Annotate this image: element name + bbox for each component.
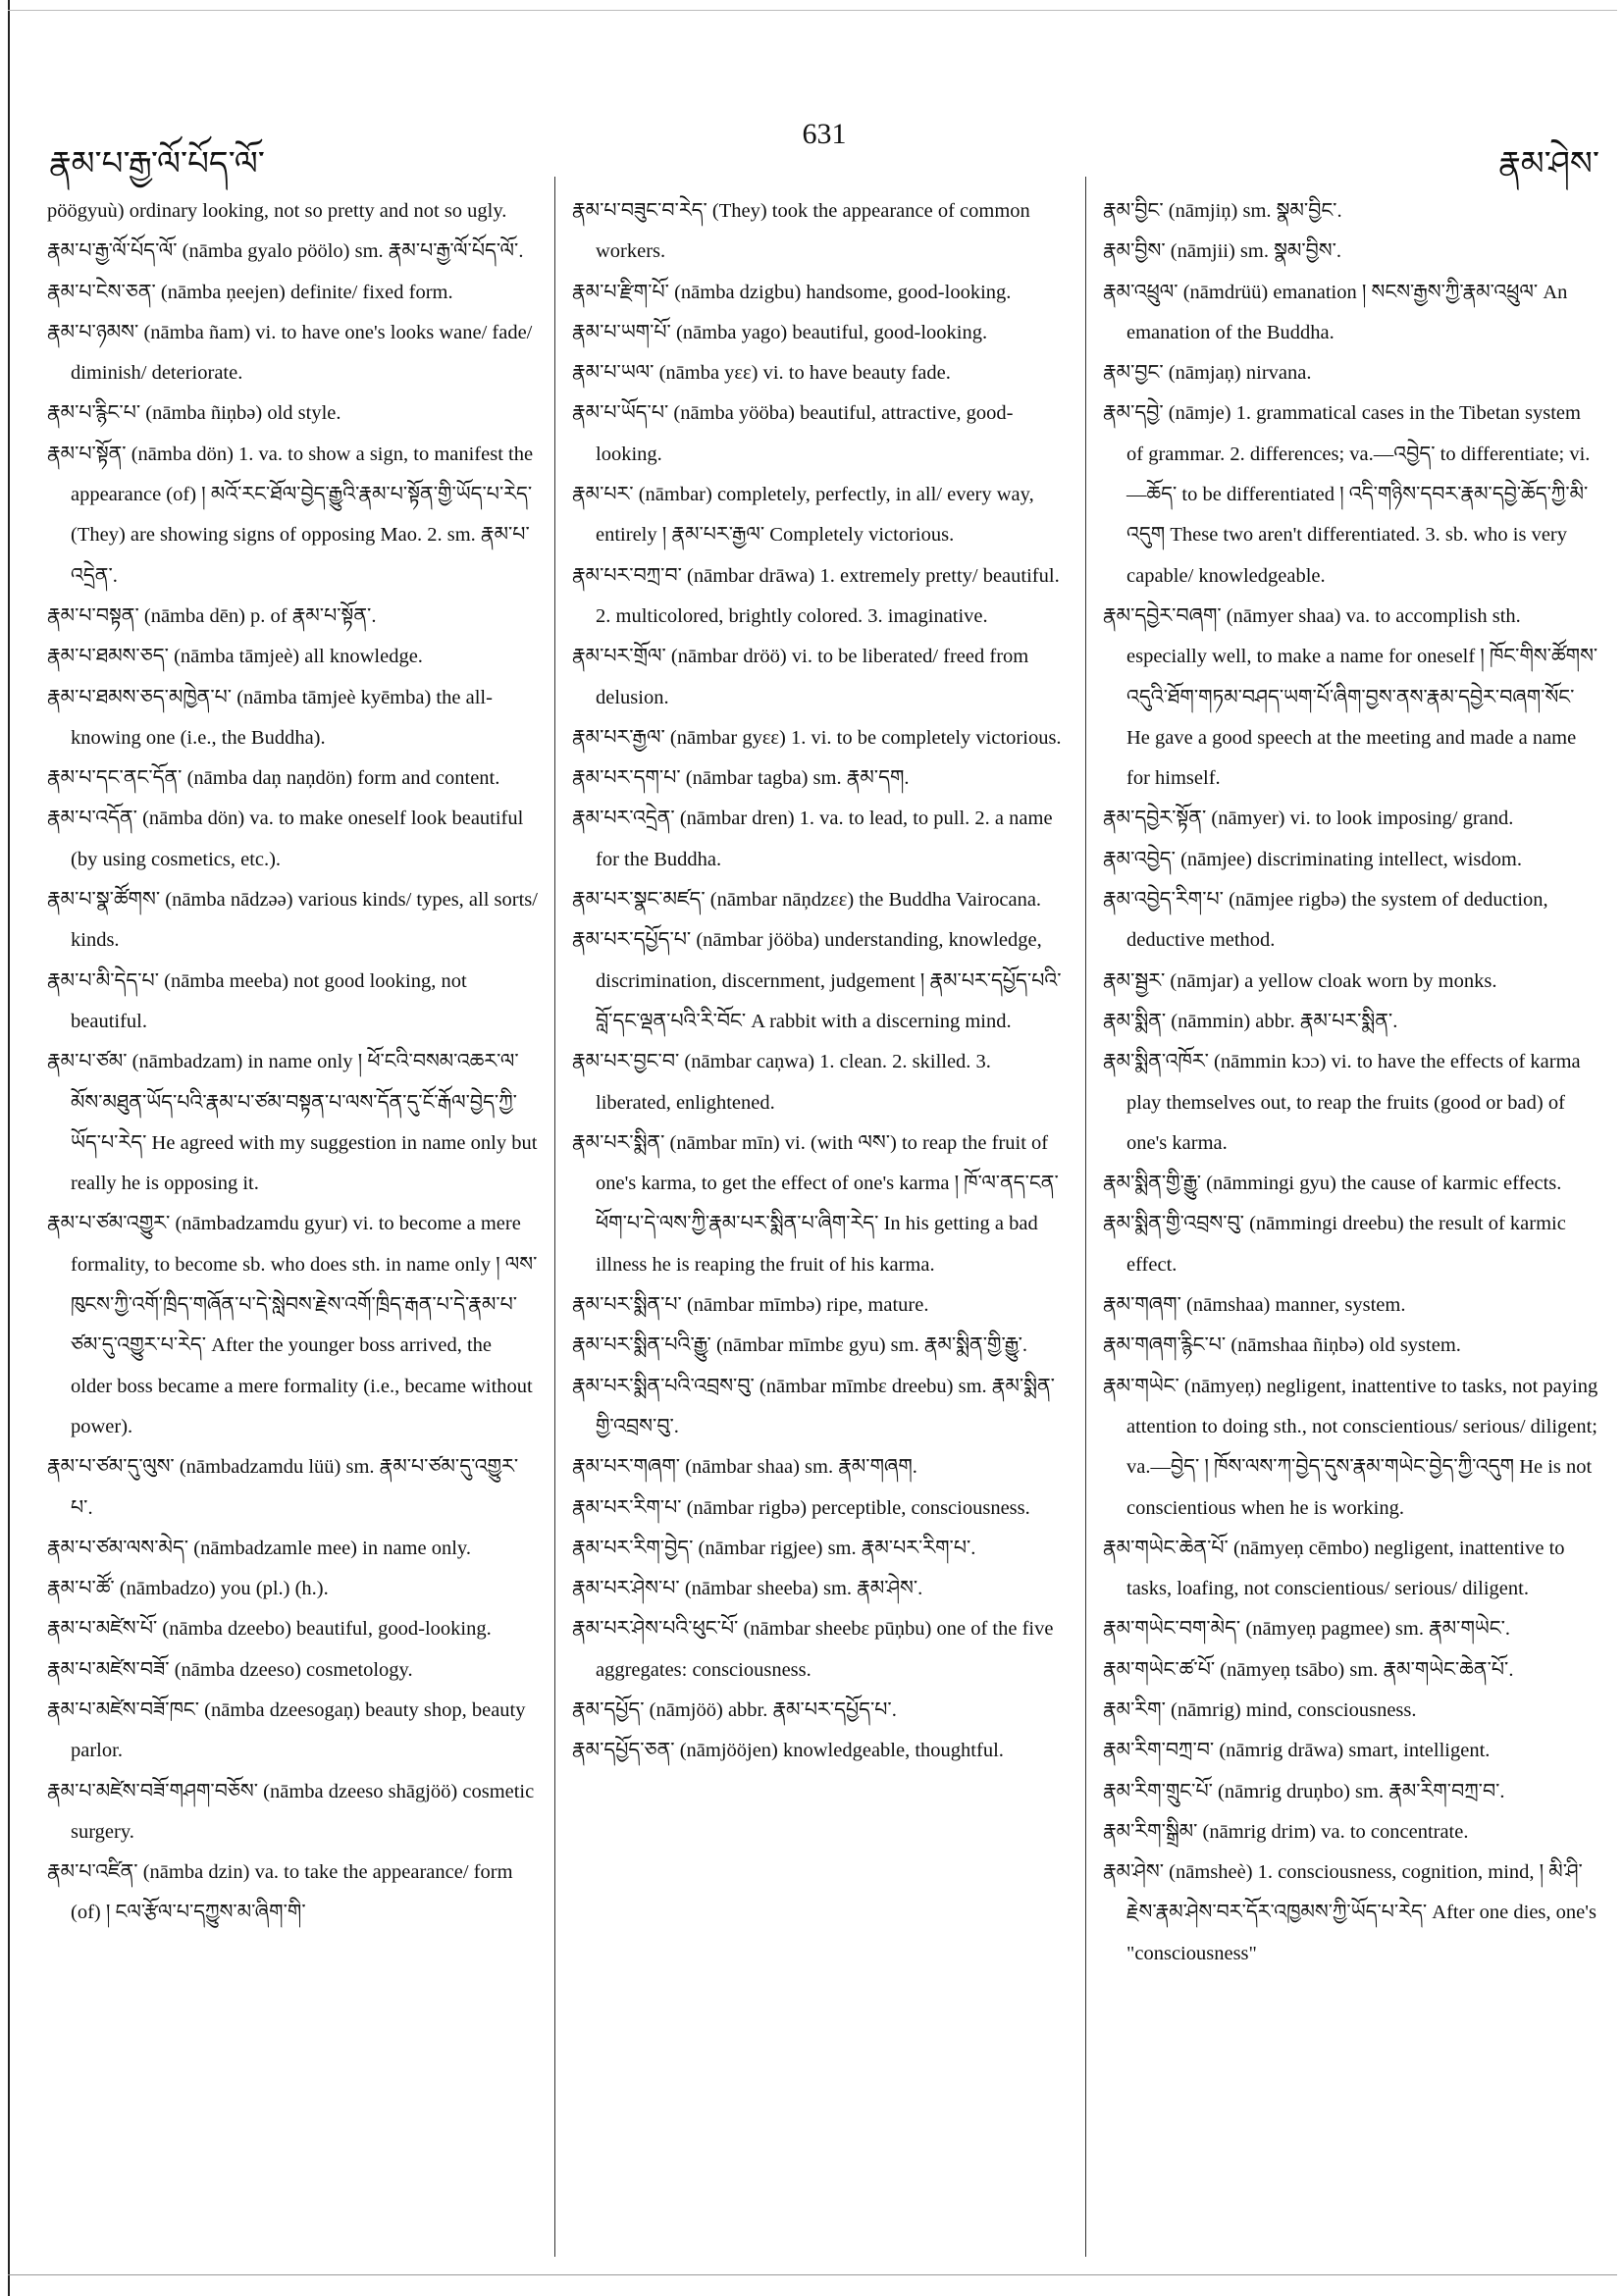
dictionary-entry: རྣམ་པར་སྣང་མཛད་ (nāmbar nāņdzεε) the Buddha Vairocana. xyxy=(572,889,1042,912)
page-edge-rule xyxy=(8,0,10,2296)
right-guide-word: རྣམ་ཤེས་ xyxy=(1498,146,1599,183)
dictionary-entry: རྣམ་པ་མཛེས་བཟོ་ (nāmba dzeeso) cosmetology. xyxy=(47,1658,413,1681)
dictionary-entry: རྣམ་པ་རྫིག་པོ་ (nāmba dzigbu) handsome, good-looking. xyxy=(572,281,1012,303)
dictionary-entry: རྣམ་པར་ (nāmbar) completely, perfectly, in all/ every way, entirely ། རྣམ་པར་རྒྱལ་ Completely victorious. xyxy=(572,484,1034,547)
dictionary-entry: རྣམ་པར་རྒྱལ་ (nāmbar gyεε) 1. vi. to be completely victorious. xyxy=(572,726,1062,749)
dictionary-entry: རྣམ་པ་ཙམ་འགྱུར་ (nāmbadzamdu gyur) vi. to become a mere formality, to become sb. who does sth. in name only ། ལས་ཁུངས་ཀྱི་འགོ་ཁྲིད་གཞོན་པ་དེ་སླེབས་རྗེས་འགོ་ཁྲིད་རྒན་པ་དེ་རྣམ་པ་ཙམ་དུ་འགྱུར་པ་རེད་ After the younger boss arrived, the older boss became a mere formality (i.e., became without power). xyxy=(47,1213,538,1437)
dictionary-entry: རྣམ་གཡེང་ (nāmyeņ) negligent, inattentive to tasks, not paying attention to doing sth., not conscientious/ serious/ diligent; va.—བྱེད་ ། ཁོས་ལས་ཀ་བྱེད་དུས་རྣམ་གཡེང་བྱེད་ཀྱི་འདུག He is not conscientious when he is working. xyxy=(1103,1375,1598,1519)
dictionary-entry: རྣམ་པར་གཞག་ (nāmbar shaa) sm. རྣམ་གཞག. xyxy=(572,1456,917,1479)
dictionary-entry: རྣམ་པར་དཔྱོད་པ་ (nāmbar jööba) understanding, knowledge, discrimination, discernment, judgement ། རྣམ་པར་དཔྱོད་པའི་བློ་དང་ལྡན་པའི་རི་བོང་ A rabbit with a discerning mind. xyxy=(572,929,1062,1032)
dictionary-entry: རྣམ་སྨིན་གྱི་རྒྱུ་ (nāmmingi gyu) the cause of karmic effects. xyxy=(1103,1173,1562,1195)
dictionary-entry: རྣམ་པ་ཡག་པོ་ (nāmba yago) beautiful, good-looking. xyxy=(572,321,988,343)
dictionary-entry: རྣམ་སྨིན་འཁོར་ (nāmmin kɔɔ) vi. to have the effects of karma play themselves out, to reap the fruits (good or bad) of one's karma. xyxy=(1103,1051,1581,1154)
dictionary-entry: རྣམ་དབྱེར་བཞག་ (nāmyer shaa) va. to accomplish sth. especially well, to make a name for oneself ། ཁོང་གིས་ཚོགས་འདུའི་ཐོག་གཏམ་བཤད་ཡག་པོ་ཞིག་བྱས་ནས་རྣམ་དབྱེར་བཞག་སོང་ He gave a good speech at the meeting and made a name for himself. xyxy=(1103,604,1598,790)
dictionary-entry: རྣམ་པ་སྣ་ཚོགས་ (nāmba nādzəə) various kinds/ types, all sorts/ kinds. xyxy=(47,889,538,952)
dictionary-entry: རྣམ་རིག་གྲུང་པོ་ (nāmrig druņbo) sm. རྣམ་རིག་བཀྲ་བ་. xyxy=(1103,1780,1505,1802)
dictionary-entry: རྣམ་བྱང་ (nāmjaņ) nirvana. xyxy=(1103,362,1312,385)
dictionary-entry: རྣམ་དཔྱོད་ (nāmjöö) abbr. རྣམ་པར་དཔྱོད་པ་. xyxy=(572,1698,897,1721)
dictionary-entry: རྣམ་པ་ཐམས་ཅད་ (nāmba tāmjeè) all knowledge. xyxy=(47,646,423,668)
dictionary-entry: རྣམ་པ་རྙིང་པ་ (nāmba ñiņbə) old style. xyxy=(47,402,341,425)
dictionary-entry: རྣམ་པ་ཡོད་པ་ (nāmba yööba) beautiful, attractive, good-looking. xyxy=(572,402,1014,465)
dictionary-entry: རྣམ་པ་མཛེས་བཟོ་གཤག་བཅོས་ (nāmba dzeeso shāgjöö) cosmetic surgery. xyxy=(47,1780,535,1843)
dictionary-entry: རྣམ་པར་བྱང་བ་ (nāmbar caņwa) 1. clean. 2. skilled. 3. liberated, enlightened. xyxy=(572,1051,991,1114)
dictionary-entry: རྣམ་པ་ཐམས་ཅད་མཁྱེན་པ་ (nāmba tāmjeè kyēmba) the all-knowing one (i.e., the Buddha). xyxy=(47,686,493,749)
dictionary-entry: རྣམ་པར་བཀྲ་བ་ (nāmbar drāwa) 1. extremely pretty/ beautiful. 2. multicolored, brightly colored. 3. imaginative. xyxy=(572,564,1060,627)
dictionary-entry: རྣམ་པར་རིག་བྱེད་ (nāmbar rigjee) sm. རྣམ་པར་རིག་པ་. xyxy=(572,1537,976,1559)
dictionary-entry: རྣམ་ཤེས་ (nāmsheè) 1. consciousness, cognition, mind, ། མི་ཤི་རྗེས་རྣམ་ཤེས་བར་དོར་འཁྱམས་ཀྱི་ཡོད་པ་རེད་ After one dies, one's "consciousness" xyxy=(1103,1861,1597,1964)
dictionary-entry: རྣམ་པར་འདྲེན་ (nāmbar dren) 1. va. to lead, to pull. 2. a name for the Buddha. xyxy=(572,808,1053,870)
dictionary-entry: རྣམ་བྱིས་ (nāmjii) sm. སྣམ་བྱིས་. xyxy=(1103,240,1342,263)
dictionary-entry: རྣམ་དབྱེར་སྟོན་ (nāmyer) vi. to look imposing/ grand. xyxy=(1103,808,1514,830)
column-divider-1 xyxy=(554,177,555,2257)
dictionary-entry: རྣམ་པར་སྨིན་པ་ (nāmbar mīmbə) ripe, mature. xyxy=(572,1294,929,1317)
dictionary-entry: རྣམ་འབྱེད་རིག་པ་ (nāmjee rigbə) the system of deduction, deductive method. xyxy=(1103,889,1548,952)
dictionary-entry: རྣམ་སྦྱར་ (nāmjar) a yellow cloak worn by monks. xyxy=(1103,969,1497,992)
dictionary-entry: རྣམ་སྨིན་ (nāmmin) abbr. རྣམ་པར་སྨིན་. xyxy=(1103,1010,1398,1032)
dictionary-entry: རྣམ་པ་རྒྱ་ལོ་པོད་ལོ་ (nāmba gyalo pöölo) sm. རྣམ་པ་རྒྱ་ལོ་པོད་ལོ་. xyxy=(47,240,524,263)
dictionary-entry: རྣམ་གཡེང་ཆེན་པོ་ (nāmyeņ cēmbo) negligent, inattentive to tasks, loafing, not conscientious/ serious/ diligent. xyxy=(1103,1537,1565,1600)
left-guide-word: རྣམ་པ་རྒྱ་ལོ་པོད་ལོ་ xyxy=(49,146,265,183)
dictionary-entry: རྣམ་པ་དང་ནང་དོན་ (nāmba daņ naņdön) form and content. xyxy=(47,767,500,790)
dictionary-entry: རྣམ་པར་སྨིན་ (nāmbar mīn) vi. (with ལས་) to reap the fruit of one's karma, to get the effect of one's karma ། ཁོ་ལ་ནད་ངན་ཕོག་པ་དེ་ལས་ཀྱི་རྣམ་པར་སྨིན་པ་ཞིག་རེད་ In his getting a bad illness he is reaping the fruit of his karma. xyxy=(572,1131,1059,1276)
dictionary-entry: རྣམ་རིག་སྒྲིམ་ (nāmrig drim) va. to concentrate. xyxy=(1103,1820,1469,1843)
dictionary-entry: རྣམ་སྨིན་གྱི་འབྲས་བུ་ (nāmmingi dreebu) the result of karmic effect. xyxy=(1103,1213,1566,1276)
dictionary-entry: རྣམ་པ་མཛེས་བཟོ་ཁང་ (nāmba dzeesogaņ) beauty shop, beauty parlor. xyxy=(47,1698,526,1762)
dictionary-entry: རྣམ་པ་ཙམ་དུ་ལུས་ (nāmbadzamdu lüü) sm. རྣམ་པ་ཙམ་དུ་འགྱུར་པ་. xyxy=(47,1456,519,1519)
dictionary-entry: རྣམ་འབྱེད་ (nāmjee) discriminating intellect, wisdom. xyxy=(1103,848,1522,870)
dictionary-entry: རྣམ་གཡེང་ཚ་པོ་ (nāmyeņ tsābo) sm. རྣམ་གཡེང་ཆེན་པོ་. xyxy=(1103,1658,1514,1681)
dictionary-column-3 xyxy=(1103,191,1598,1974)
column-divider-2 xyxy=(1085,177,1086,2257)
dictionary-entry: རྣམ་འཕྲུལ་ (nāmdrüü) emanation ། སངས་རྒྱས་ཀྱི་རྣམ་འཕྲུལ་ An emanation of the Buddha. xyxy=(1103,281,1568,343)
dictionary-entry: རྣམ་པར་དག་པ་ (nāmbar tagba) sm. རྣམ་དག. xyxy=(572,767,910,790)
page-header xyxy=(49,118,1599,186)
dictionary-entry: རྣམ་པ་ཙམ་ལས་མེད་ (nāmbadzamle mee) in name only. xyxy=(47,1537,471,1559)
dictionary-entry: རྣམ་པ་ངེས་ཅན་ (nāmba ņeejen) definite/ fixed form. xyxy=(47,281,453,303)
dictionary-entry: རྣམ་པ་ཙམ་ (nāmbadzam) in name only ། ཕོ་ངའི་བསམ་འཆར་ལ་མོས་མཐུན་ཡོད་པའི་རྣམ་པ་ཙམ་བསྟན་པ་ལས་དོན་དུ་ངོ་རྒོལ་བྱེད་ཀྱི་ཡོད་པ་རེད་ He agreed with my suggestion in name only but really he is opposing it. xyxy=(47,1051,538,1195)
dictionary-entry: རྣམ་པར་སྨིན་པའི་འབྲས་བུ་ (nāmbar mīmbε dreebu) sm. རྣམ་སྨིན་གྱི་འབྲས་བུ་. xyxy=(572,1375,1055,1437)
dictionary-entry: རྣམ་པ་བཟུང་བ་རེད་ (They) took the appearance of common workers. xyxy=(572,200,1030,263)
dictionary-entry: རྣམ་གཞག་ (nāmshaa) manner, system. xyxy=(1103,1294,1406,1317)
dictionary-column-1 xyxy=(47,191,538,1934)
dictionary-entry: རྣམ་པར་སྨིན་པའི་རྒྱུ་ (nāmbar mīmbε gyu) sm. རྣམ་སྨིན་གྱི་རྒྱུ་. xyxy=(572,1334,1027,1357)
dictionary-entry: རྣམ་པར་ཤེས་པའི་ཕུང་པོ་ (nāmbar sheebε pūņbu) one of the five aggregates: consciousness. xyxy=(572,1618,1054,1681)
dictionary-entry: རྣམ་དབྱེ་ (nāmje) 1. grammatical cases in the Tibetan system of grammar. 2. differences; va.—འབྱེད་ to differentiate; vi.—ཆོད་ to be differentiated ། འདི་གཉིས་དབར་རྣམ་དབྱེ་ཆོད་ཀྱི་མི་འདུག These two aren't differentiated. 3. sb. who is very capable/ knowledgeable. xyxy=(1103,402,1591,587)
dictionary-entry: རྣམ་བྱིང་ (nāmjiņ) sm. སྣམ་བྱིང་. xyxy=(1103,200,1342,222)
page-number: 631 xyxy=(802,118,847,150)
dictionary-entry: རྣམ་པ་ཉམས་ (nāmba ñam) vi. to have one's looks wane/ fade/ diminish/ deteriorate. xyxy=(47,321,533,385)
dictionary-entry: རྣམ་གཡེང་བག་མེད་ (nāmyeņ pagmee) sm. རྣམ་གཡེང་. xyxy=(1103,1618,1510,1641)
dictionary-entry: རྣམ་པར་གྲོལ་ (nāmbar dröö) vi. to be liberated/ freed from delusion. xyxy=(572,646,1029,708)
dictionary-entry: རྣམ་པར་རིག་པ་ (nāmbar rigbə) perceptible, consciousness. xyxy=(572,1496,1030,1519)
dictionary-entry: རྣམ་རིག་བཀྲ་བ་ (nāmrig drāwa) smart, intelligent. xyxy=(1103,1740,1491,1762)
dictionary-entry: རྣམ་པ་སྟོན་ (nāmba dön) 1. va. to show a sign, to manifest the appearance (of) ། མའོ་རང་ཐོལ་བྱེད་རྒྱུའི་རྣམ་པ་སྟོན་གྱི་ཡོད་པ་རེད་ (They) are showing signs of opposing Mao. 2. sm. རྣམ་པ་འདྲེན་. xyxy=(47,443,534,587)
dictionary-entry: རྣམ་པ་མཛེས་པོ་ (nāmba dzeebo) beautiful, good-looking. xyxy=(47,1618,492,1641)
dictionary-entry: རྣམ་པར་ཤེས་པ་ (nāmbar sheeba) sm. རྣམ་ཤེས་. xyxy=(572,1578,923,1600)
dictionary-column-2 xyxy=(572,191,1068,1772)
dictionary-entry: རྣམ་པ་ཡལ་ (nāmba yεε) vi. to have beauty fade. xyxy=(572,362,951,385)
dictionary-entry: རྣམ་དཔྱོད་ཅན་ (nāmjööjen) knowledgeable, thoughtful. xyxy=(572,1740,1004,1762)
bottom-edge-rule xyxy=(8,2274,1617,2275)
dictionary-entry: རྣམ་གཞག་རྙིང་པ་ (nāmshaa ñiņbə) old system. xyxy=(1103,1334,1461,1357)
dictionary-entry: རྣམ་པ་མི་དེད་པ་ (nāmba meeba) not good looking, not beautiful. xyxy=(47,969,467,1032)
dictionary-entry: pöögyuù) ordinary looking, not so pretty and not so ugly. xyxy=(47,200,507,222)
dictionary-entry: རྣམ་པ་བསྟན་ (nāmba dēn) p. of རྣམ་པ་སྟོན་. xyxy=(47,604,377,627)
top-edge-rule xyxy=(8,10,1617,11)
dictionary-entry: རྣམ་རིག་ (nāmrig) mind, consciousness. xyxy=(1103,1698,1417,1721)
dictionary-entry: རྣམ་པ་འདོན་ (nāmba dön) va. to make oneself look beautiful (by using cosmetics, etc.). xyxy=(47,808,524,870)
dictionary-entry: རྣམ་པ་ཚོ་ (nāmbadzo) you (pl.) (h.). xyxy=(47,1578,329,1600)
dictionary-entry: རྣམ་པ་འཛིན་ (nāmba dzin) va. to take the appearance/ form (of) ། ངལ་རྩོལ་པ་དཀྱུས་མ་ཞིག་གི་ xyxy=(47,1861,513,1924)
